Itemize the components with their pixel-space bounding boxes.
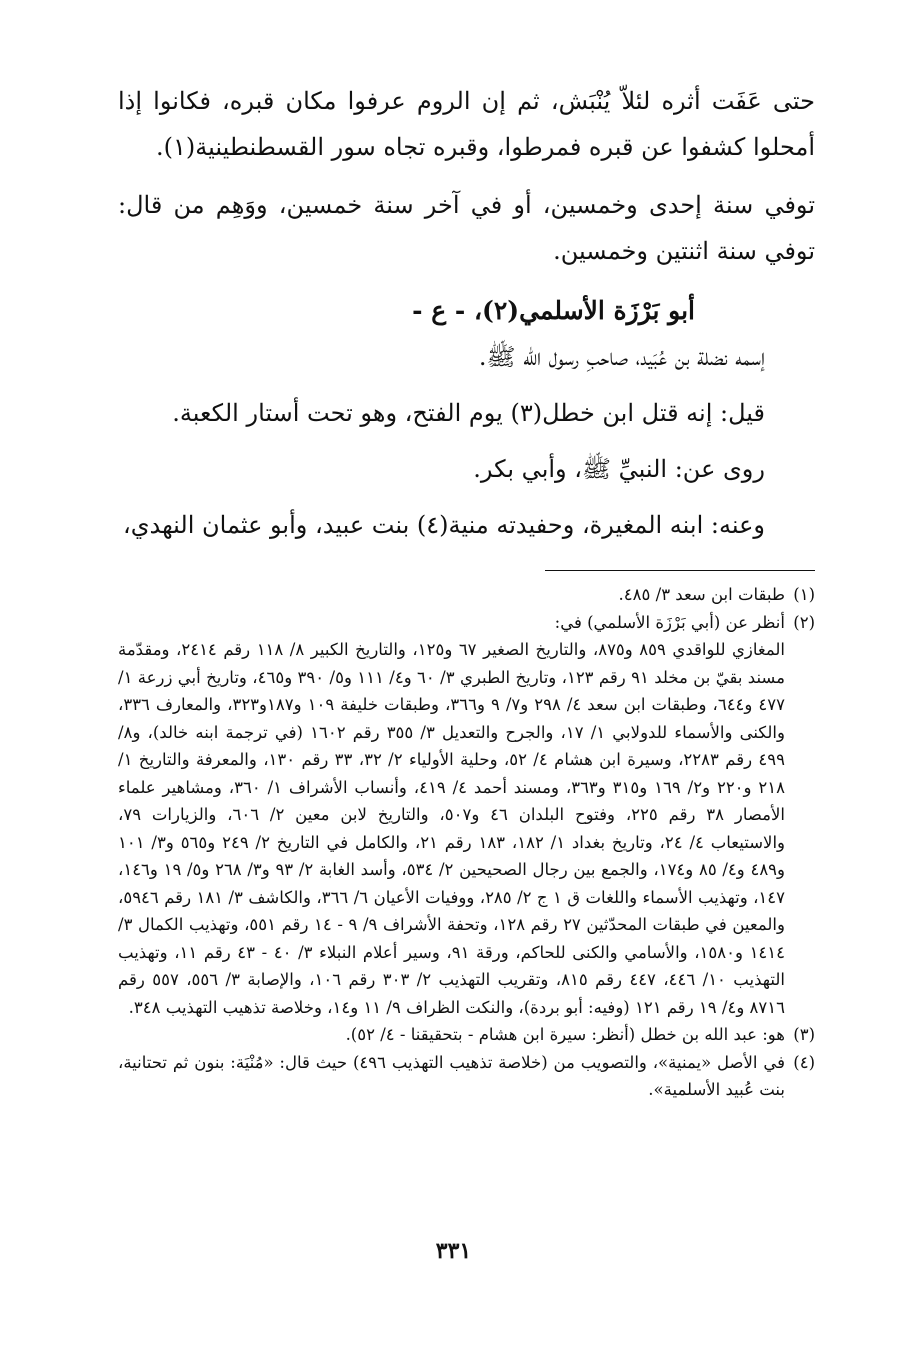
line-said: قيل: إنه قتل ابن خطل(٣) يوم الفتح، وهو تحت أستار الكعبة. (172, 399, 765, 427)
footnote-1 (118, 581, 815, 609)
footnote-text: هو: عبد الله بن خطل (أنظر: سيرة ابن هشام - بتحقيقنا - ٤/ ٥٢). (345, 1025, 785, 1044)
paragraph-death: توفي سنة إحدى وخمسين، أو في آخر سنة خمسين، ووَهِم من قال: توفي سنة اثنتين وخمسين. (118, 191, 815, 265)
footnote-number: (٤) (793, 1052, 815, 1072)
line-narrated: روى عن: النبيِّ ﷺ، وأبي بكر. (473, 455, 765, 483)
footnote-text: طبقات ابن سعد ٣/ ٤٨٥. (618, 585, 785, 604)
footnote-text: أنظر عن (أبي بَرْزَة الأسلمي) في: (554, 612, 785, 632)
footnote-number (785, 636, 815, 1021)
footnote-divider (545, 570, 815, 571)
footnote-number: (٢) (793, 612, 815, 632)
footnote-number: (١) (793, 585, 815, 604)
footnote-2 (118, 609, 815, 637)
footnotes (118, 581, 815, 1104)
entry-heading: أبو بَرْزَة الأسلمي(٢)، - ع - (412, 296, 695, 325)
footnote-text: المغازي للواقدي ٨٥٩ و٨٧٥، والتاريخ الصغير ٦٧ و١٢٥، والتاريخ الكبير ٨/ ١١٨ رقم ٢٤١٤، ومقدّمة مسند بقيّ بن مخلد ٩١ رقم ١٢٣، وتاريخ الطبري ٣/ ٦٠ و٤/ ١١١ و٥/ ٣٩٠ و٤٦٥، وتاريخ أبي زرعة ١/ ٤٧٧ و٦٤٤، وطبقات ابن سعد ٤/ ٢٩٨ و٧/ ٩ و٣٦٦، وطبقات خليفة ١٠٩ و١٨٧و٣٢٣، والمعارف ٣٣٦، والكنى والأسماء للدولابي ١/ ١٧، والجرح والتعديل ٣/ ٣٥٥ رقم ١٦٠٢ (في ترجمة ابنه خالد)، و٨/ ٤٩٩ رقم ٢٢٨٣، وسيرة ابن هشام ٤/ ٥٢، وحلية الأولياء ٢/ ٣٢، ٣٣ رقم ١٣٠، والمعرفة والتاريخ ١/ ٢١٨ و٢٢٠ و٢/ ١٦٩ و٣١٥ و٣٦٣، ومسند أحمد ٤/ ٤١٩، وأنساب الأشراف ١/ ٣٦٠، ومشاهير علماء الأمصار ٣٨ رقم ٢٢٥، وفتوح البلدان ٤٦ و٥٠٧، والتاريخ لابن معين ٢/ ٦٠٦، والزيارات ٧٩، والاستيعاب ٤/ ٢٤، وتاريخ بغداد ١/ ١٨٢، ١٨٣ رقم ٢١، والكامل في التاريخ ٢/ ٢٤٩ و٥٦٥ و٣/ ١٠١ و٤٨٩ و٤/ ٨٥ و١٧٤، والجمع بين رجال الصحيحين ٢/ ٥٣٤، وأسد الغابة ٢/ ٩٣ و٣/ ٢٦٨ و٥/ ١٩ و١٤٦، ١٤٧، وتهذيب الأسماء واللغات ق ١ ج ٢/ ٢٨٥، ووفيات الأعيان ٦/ ٣٦٦، والكاشف ٣/ ١٨١ رقم ٥٩٤٦، والمعين في طبقات المحدّثين ٢٧ رقم ١٢٨، وتحفة الأشراف ٩/ ٩ - ١٤ رقم ٥٥١، وتهذيب الكمال ٣/ ١٤١٤ و١٥٨٠، والأسامي والكنى للحاكم، ورقة ٩١، وسير أعلام النبلاء ٣/ ٤٠ - ٤٣ رقم ١١، وتهذيب التهذيب ١٠/ ٤٤٦، ٤٤٧ رقم ٨١٥، وتقريب التهذيب ٢/ ٣٠٣ رقم ١٠٦، والإصابة ٣/ ٥٥٦، ٥٥٧ رقم ٨٧١٦ و٤/ ١٩ رقم ١٢١ (وفيه: أبو بردة)، والنكت الظراف ٩/ ١١ و١٤، وخلاصة تذهيب التهذيب ٣٤٨. (118, 640, 786, 1017)
footnote-text: في الأصل «يمنية»، والتصويب من (خلاصة تذهيب التهذيب ٤٩٦) حيث قال: «مُنْيَة: بنون ثم تحتانية، بنت عُبيد الأسلمية». (118, 1052, 785, 1099)
line-name: إسمه نضلة بن عُبَيد، صاحبِ رسول الله ﷺ. (478, 343, 765, 371)
footnote-2-sources (118, 636, 815, 1021)
footnote-4 (118, 1049, 815, 1104)
main-text (118, 78, 815, 274)
footnote-3 (118, 1021, 815, 1049)
page-number: ٣٣١ (435, 1238, 472, 1264)
footnote-number: (٣) (793, 1025, 815, 1044)
page-content (118, 78, 815, 1104)
paragraph-burial: حتى عَفَت أثره لئلاّ يُنْبَش، ثم إن الروم عرفوا مكان قبره، فكانوا إذا أمحلوا كشفوا عن قبره فمرطوا، وقبره تجاه سور القسطنطينية(١). (118, 87, 815, 161)
line-narrators-from: وعنه: ابنه المغيرة، وحفيدته منية(٤) بنت عبيد، وأبو عثمان النهدي، (122, 511, 765, 539)
